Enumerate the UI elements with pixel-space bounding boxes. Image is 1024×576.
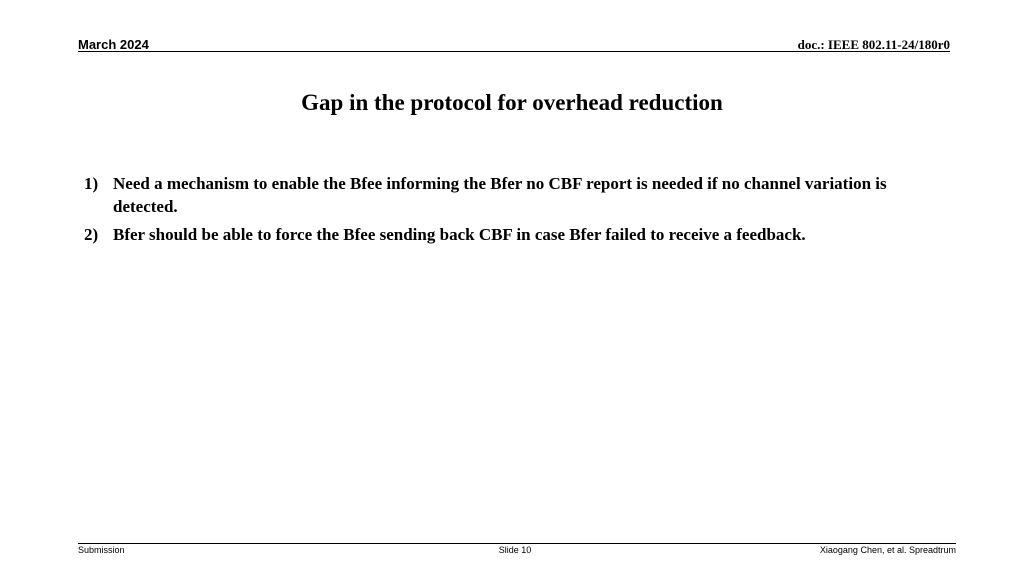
list-item: [84, 223, 944, 246]
bullet-list: [84, 172, 944, 251]
header-date: March 2024: [78, 37, 149, 52]
list-item-number: 1): [84, 174, 99, 193]
list-item-number: 2): [84, 225, 99, 244]
slide-title: Gap in the protocol for overhead reduction: [301, 90, 723, 115]
list-item-text: Need a mechanism to enable the Bfee informing the Bfer no CBF report is needed if no channel variation is detected.: [113, 174, 887, 216]
footer-authors: Xiaogang Chen, et al. Spreadtrum: [819, 545, 956, 555]
list-item: [84, 172, 944, 218]
footer-submission: Submission: [78, 545, 125, 555]
header-doc-id: doc.: IEEE 802.11-24/180r0: [797, 37, 950, 52]
header-divider: [78, 51, 950, 52]
footer-divider: [78, 543, 956, 544]
footer-slide-number: Slide 10: [498, 545, 532, 555]
list-item-text: Bfer should be able to force the Bfee sending back CBF in case Bfer failed to receive a feedback.: [113, 225, 806, 244]
